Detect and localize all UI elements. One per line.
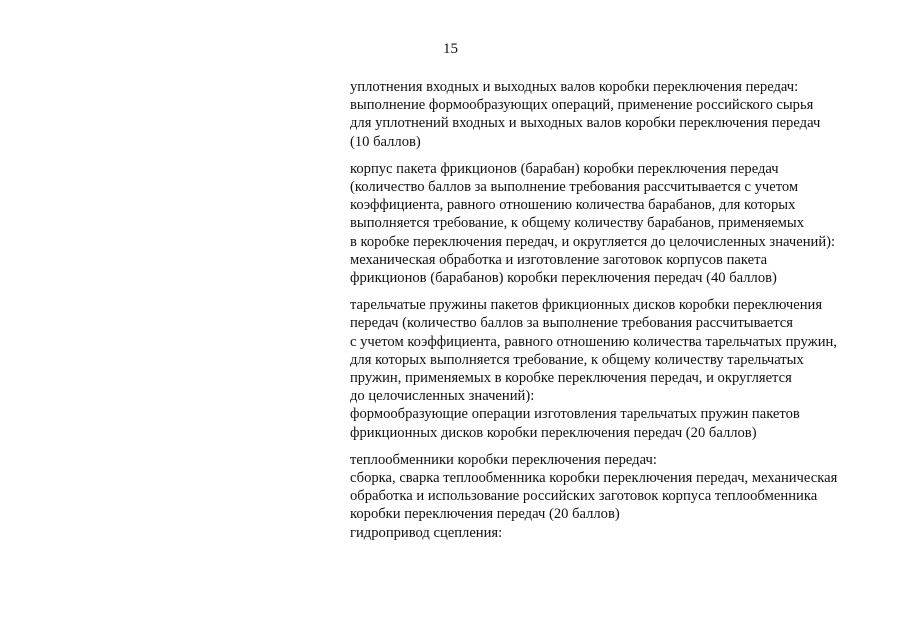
paragraph-input-output-shaft-seals xyxy=(350,78,880,151)
text-line: формообразующие операции изготовления тарельчатых пружин пакетов xyxy=(350,406,800,423)
text-line: сборка, сварка теплообменника коробки переключения передач, механическая xyxy=(350,470,838,487)
text-line: передач (количество баллов за выполнение требования рассчитывается xyxy=(350,315,793,332)
text-line: гидропривод сцепления: xyxy=(350,524,503,541)
text-line: до целочисленных значений): xyxy=(350,388,535,405)
text-line: коэффициента, равного отношению количества барабанов, для которых xyxy=(350,197,796,214)
text-line: выполняется требование, к общему количеству барабанов, применяемых xyxy=(350,215,805,232)
text-line: фрикционов (барабанов) коробки переключения передач (40 баллов) xyxy=(350,270,777,287)
text-line: для которых выполняется требование, к общему количеству тарельчатых xyxy=(350,351,804,368)
text-line: корпус пакета фрикционов (барабан) коробки переключения передач xyxy=(350,160,779,177)
document-body xyxy=(350,78,880,551)
text-line: пружин, применяемых в коробке переключения передач, и округляется xyxy=(350,370,792,387)
page-number: 15 xyxy=(443,41,458,57)
text-line: теплообменники коробки переключения передач: xyxy=(350,451,657,468)
text-line: уплотнения входных и выходных валов коробки переключения передач: xyxy=(350,79,799,95)
text-line: (количество баллов за выполнение требования рассчитывается с учетом xyxy=(350,179,799,196)
paragraph-clutch-drum-housing xyxy=(350,160,880,287)
text-line: фрикционных дисков коробки переключения передач (20 баллов) xyxy=(350,424,757,441)
text-line: с учетом коэффициента, равного отношению количества тарельчатых пружин, xyxy=(350,333,837,350)
text-line: коробки переключения передач (20 баллов) xyxy=(350,506,620,523)
text-line: (10 баллов) xyxy=(350,133,421,150)
text-line: выполнение формообразующих операций, применение российского сырья xyxy=(350,97,814,114)
text-line: тарельчатые пружины пакетов фрикционных дисков коробки переключения xyxy=(350,297,823,314)
text-line: в коробке переключения передач, и округляется до целочисленных значений): xyxy=(350,233,836,250)
paragraph-heat-exchangers xyxy=(350,451,880,542)
text-line: механическая обработка и изготовление заготовок корпусов пакета xyxy=(350,251,768,268)
paragraph-disc-springs xyxy=(350,296,880,442)
text-line: обработка и использование российских заготовок корпуса теплообменника xyxy=(350,488,818,505)
text-line: для уплотнений входных и выходных валов коробки переключения передач xyxy=(350,115,821,132)
